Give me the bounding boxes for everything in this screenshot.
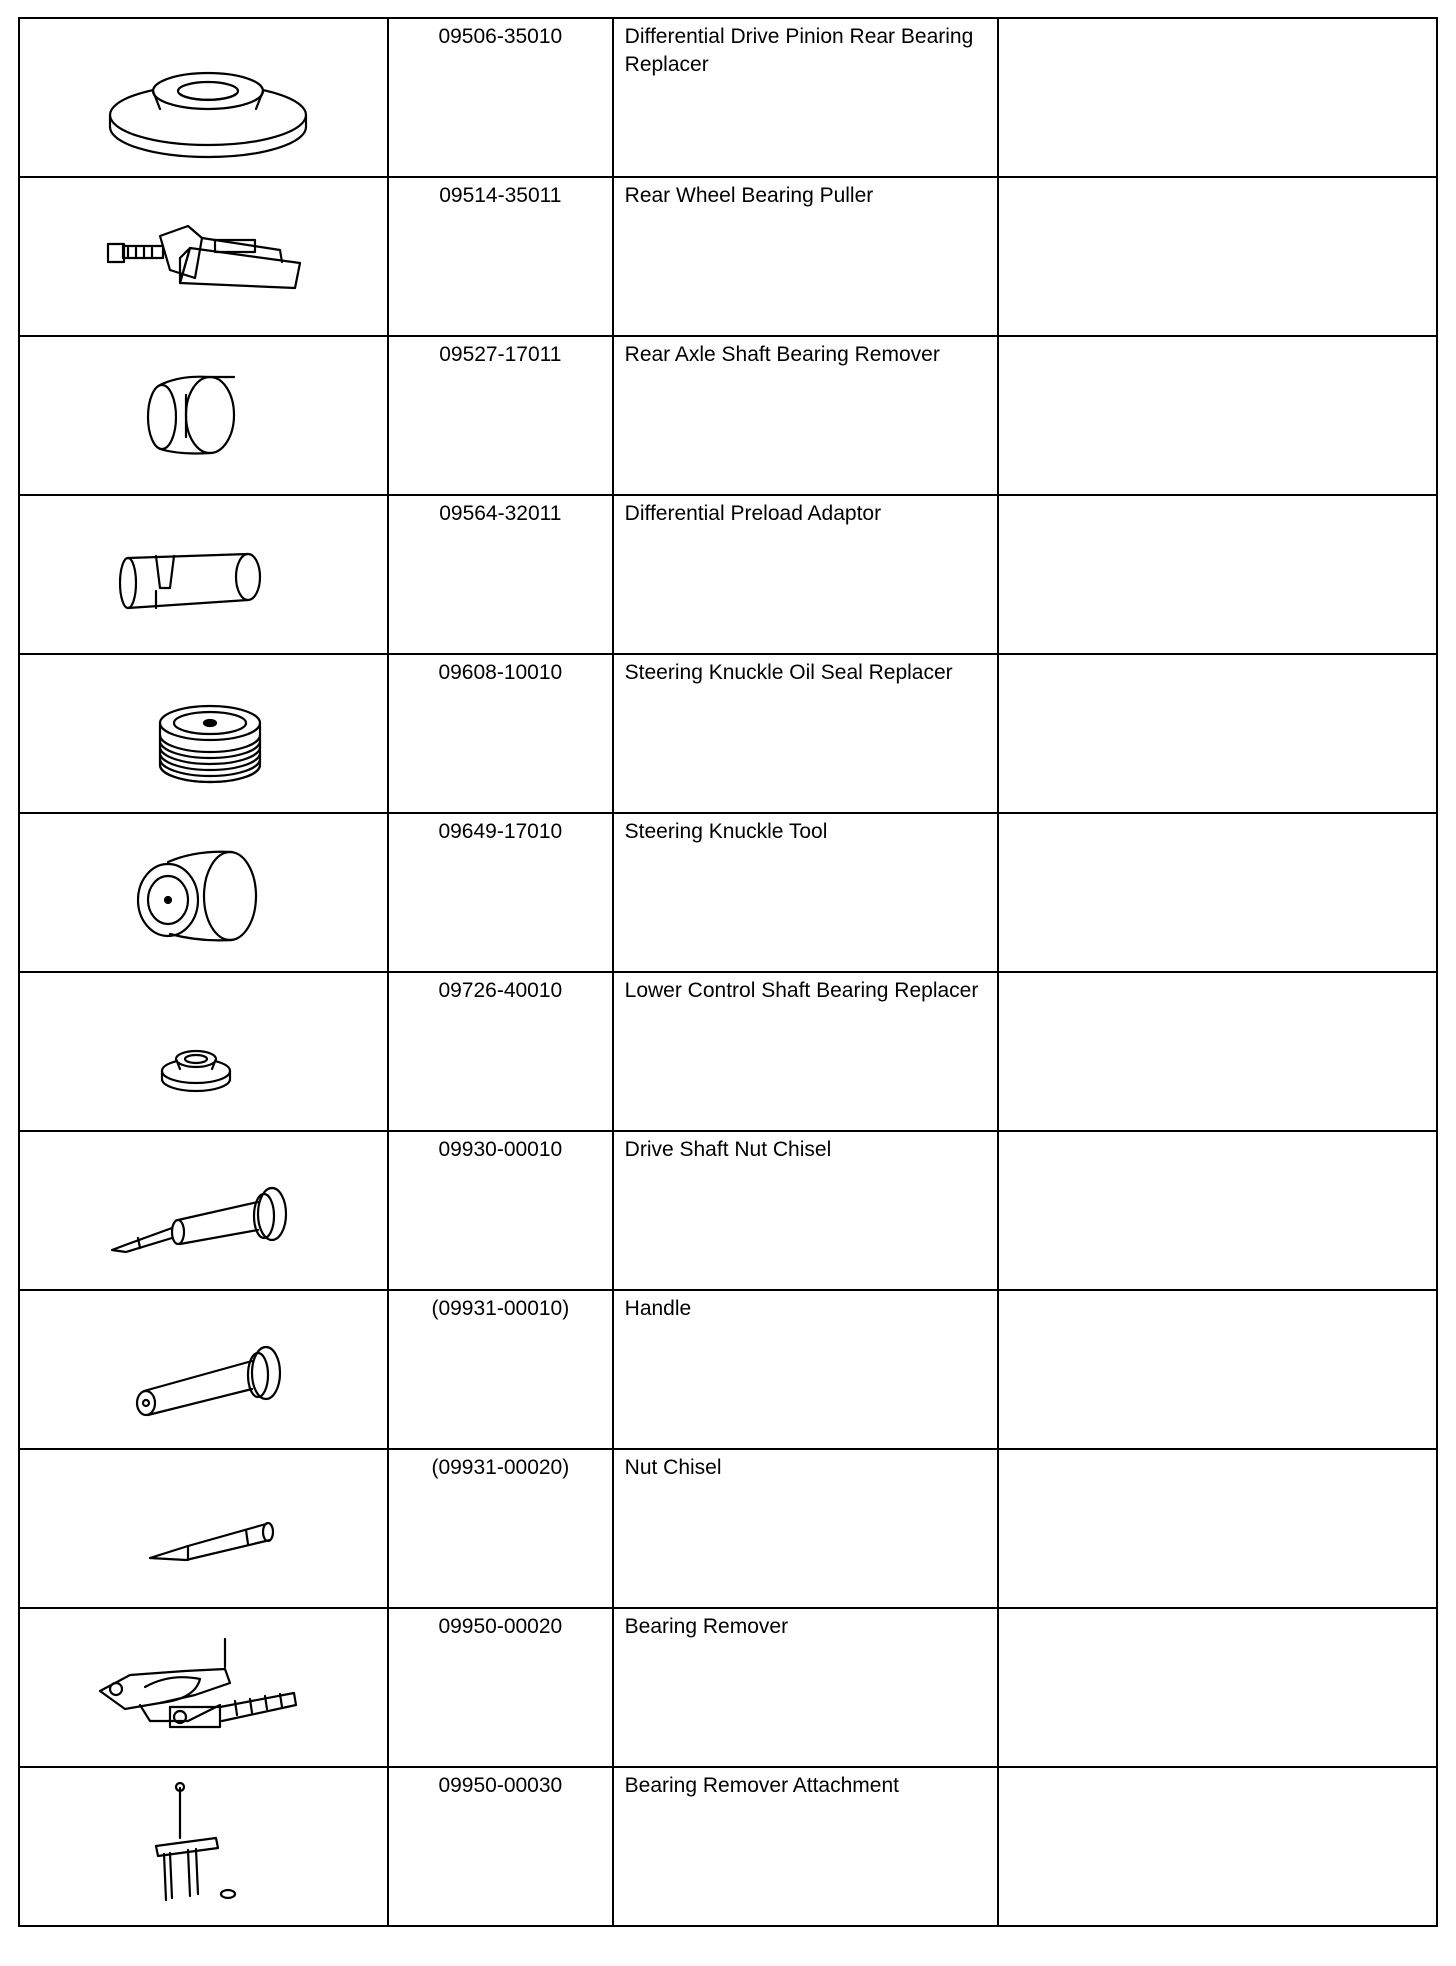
- part-number-cell: [388, 177, 613, 336]
- part-number: (09931-00010): [431, 1297, 570, 1320]
- tool-name: Bearing Remover: [624, 1615, 789, 1638]
- tool-illustration-cell: [19, 654, 388, 813]
- tool-note: [999, 1609, 1436, 1613]
- tool-name-cell: [613, 336, 998, 495]
- tool-note: [999, 1132, 1436, 1136]
- table-row: [19, 1767, 1437, 1926]
- part-number-cell: [388, 1608, 613, 1767]
- table-row: [19, 1131, 1437, 1290]
- part-number: 09506-35010: [438, 25, 563, 48]
- tool-illustration-cell: [19, 495, 388, 654]
- part-number: 09930-00010: [438, 1138, 563, 1161]
- table-row: [19, 177, 1437, 336]
- chisel-bit-icon: [20, 1450, 386, 1607]
- bearing-puller-icon: [20, 178, 386, 335]
- note-cell: [998, 972, 1437, 1131]
- part-number-cell: [388, 654, 613, 813]
- note-cell: [998, 1608, 1437, 1767]
- part-number: 09950-00020: [438, 1615, 563, 1638]
- knuckle-cylinder-icon: [20, 814, 386, 971]
- tool-name-cell: [613, 1290, 998, 1449]
- tool-illustration-cell: [19, 1608, 388, 1767]
- tool-name: Nut Chisel: [624, 1456, 722, 1479]
- part-number-cell: [388, 1767, 613, 1926]
- tool-note: [999, 973, 1436, 977]
- tool-name-cell: [613, 177, 998, 336]
- part-number-cell: [388, 1290, 613, 1449]
- small-bearing-replacer-icon: [20, 973, 386, 1130]
- note-cell: [998, 813, 1437, 972]
- part-number-cell: [388, 813, 613, 972]
- tool-illustration-cell: [19, 1131, 388, 1290]
- tool-note: [999, 496, 1436, 500]
- tool-name-cell: [613, 813, 998, 972]
- tool-name-cell: [613, 1767, 998, 1926]
- tool-name: Differential Drive Pinion Rear Bearing Replacer: [624, 25, 974, 76]
- table-row: [19, 495, 1437, 654]
- tool-illustration-cell: [19, 813, 388, 972]
- part-number: 09950-00030: [438, 1774, 563, 1797]
- remover-attachment-icon: [20, 1768, 386, 1925]
- table-row: [19, 972, 1437, 1131]
- part-number-cell: [388, 336, 613, 495]
- tool-name: Lower Control Shaft Bearing Replacer: [624, 979, 979, 1002]
- part-number: 09564-32011: [439, 502, 562, 525]
- part-number: 09527-17011: [439, 343, 562, 366]
- table-row: [19, 1290, 1437, 1449]
- note-cell: [998, 18, 1437, 177]
- tool-name: Drive Shaft Nut Chisel: [624, 1138, 832, 1161]
- part-number: 09514-35011: [439, 184, 562, 207]
- part-number-cell: [388, 18, 613, 177]
- tool-name-cell: [613, 1608, 998, 1767]
- note-cell: [998, 336, 1437, 495]
- threaded-seal-replacer-icon: [20, 655, 386, 812]
- note-cell: [998, 495, 1437, 654]
- special-service-tools-table: [18, 17, 1438, 1927]
- table-row: [19, 1449, 1437, 1608]
- tool-name: Handle: [624, 1297, 692, 1320]
- tool-name: Differential Preload Adaptor: [624, 502, 882, 525]
- tool-illustration-cell: [19, 1449, 388, 1608]
- tool-illustration-cell: [19, 177, 388, 336]
- note-cell: [998, 1131, 1437, 1290]
- tool-name: Steering Knuckle Oil Seal Replacer: [624, 661, 953, 684]
- note-cell: [998, 654, 1437, 813]
- note-cell: [998, 1290, 1437, 1449]
- tool-name-cell: [613, 972, 998, 1131]
- part-number: 09649-17010: [438, 820, 563, 843]
- tool-note: [999, 178, 1436, 182]
- note-cell: [998, 1767, 1437, 1926]
- part-number-cell: [388, 495, 613, 654]
- tool-name-cell: [613, 495, 998, 654]
- part-number-cell: [388, 1131, 613, 1290]
- tool-illustration-cell: [19, 972, 388, 1131]
- split-bearing-remover-icon: [20, 1609, 386, 1766]
- tool-note: [999, 19, 1436, 23]
- tool-note: [999, 1768, 1436, 1772]
- tool-note: [999, 655, 1436, 659]
- tool-name: Bearing Remover Attachment: [624, 1774, 899, 1797]
- tool-note: [999, 1291, 1436, 1295]
- tool-name: Steering Knuckle Tool: [624, 820, 828, 843]
- tool-illustration-cell: [19, 1767, 388, 1926]
- tool-name-cell: [613, 1449, 998, 1608]
- tool-name-cell: [613, 654, 998, 813]
- handle-icon: [20, 1291, 386, 1448]
- note-cell: [998, 1449, 1437, 1608]
- tool-illustration-cell: [19, 1290, 388, 1449]
- tool-name-cell: [613, 1131, 998, 1290]
- bearing-replacer-disc-icon: [20, 19, 386, 176]
- tool-illustration-cell: [19, 336, 388, 495]
- cylinder-remover-icon: [20, 337, 386, 494]
- tool-name-cell: [613, 18, 998, 177]
- part-number-cell: [388, 1449, 613, 1608]
- tool-note: [999, 1450, 1436, 1454]
- tool-illustration-cell: [19, 18, 388, 177]
- tool-note: [999, 337, 1436, 341]
- tool-note: [999, 814, 1436, 818]
- table-row: [19, 1608, 1437, 1767]
- part-number-cell: [388, 972, 613, 1131]
- note-cell: [998, 177, 1437, 336]
- part-number: 09726-40010: [438, 979, 563, 1002]
- nut-chisel-with-handle-icon: [20, 1132, 386, 1289]
- table-row: [19, 336, 1437, 495]
- tool-name: Rear Axle Shaft Bearing Remover: [624, 343, 940, 366]
- table-row: [19, 654, 1437, 813]
- slotted-adaptor-icon: [20, 496, 386, 653]
- table-row: [19, 18, 1437, 177]
- part-number: (09931-00020): [431, 1456, 570, 1479]
- part-number: 09608-10010: [438, 661, 563, 684]
- table-row: [19, 813, 1437, 972]
- tool-name: Rear Wheel Bearing Puller: [624, 184, 874, 207]
